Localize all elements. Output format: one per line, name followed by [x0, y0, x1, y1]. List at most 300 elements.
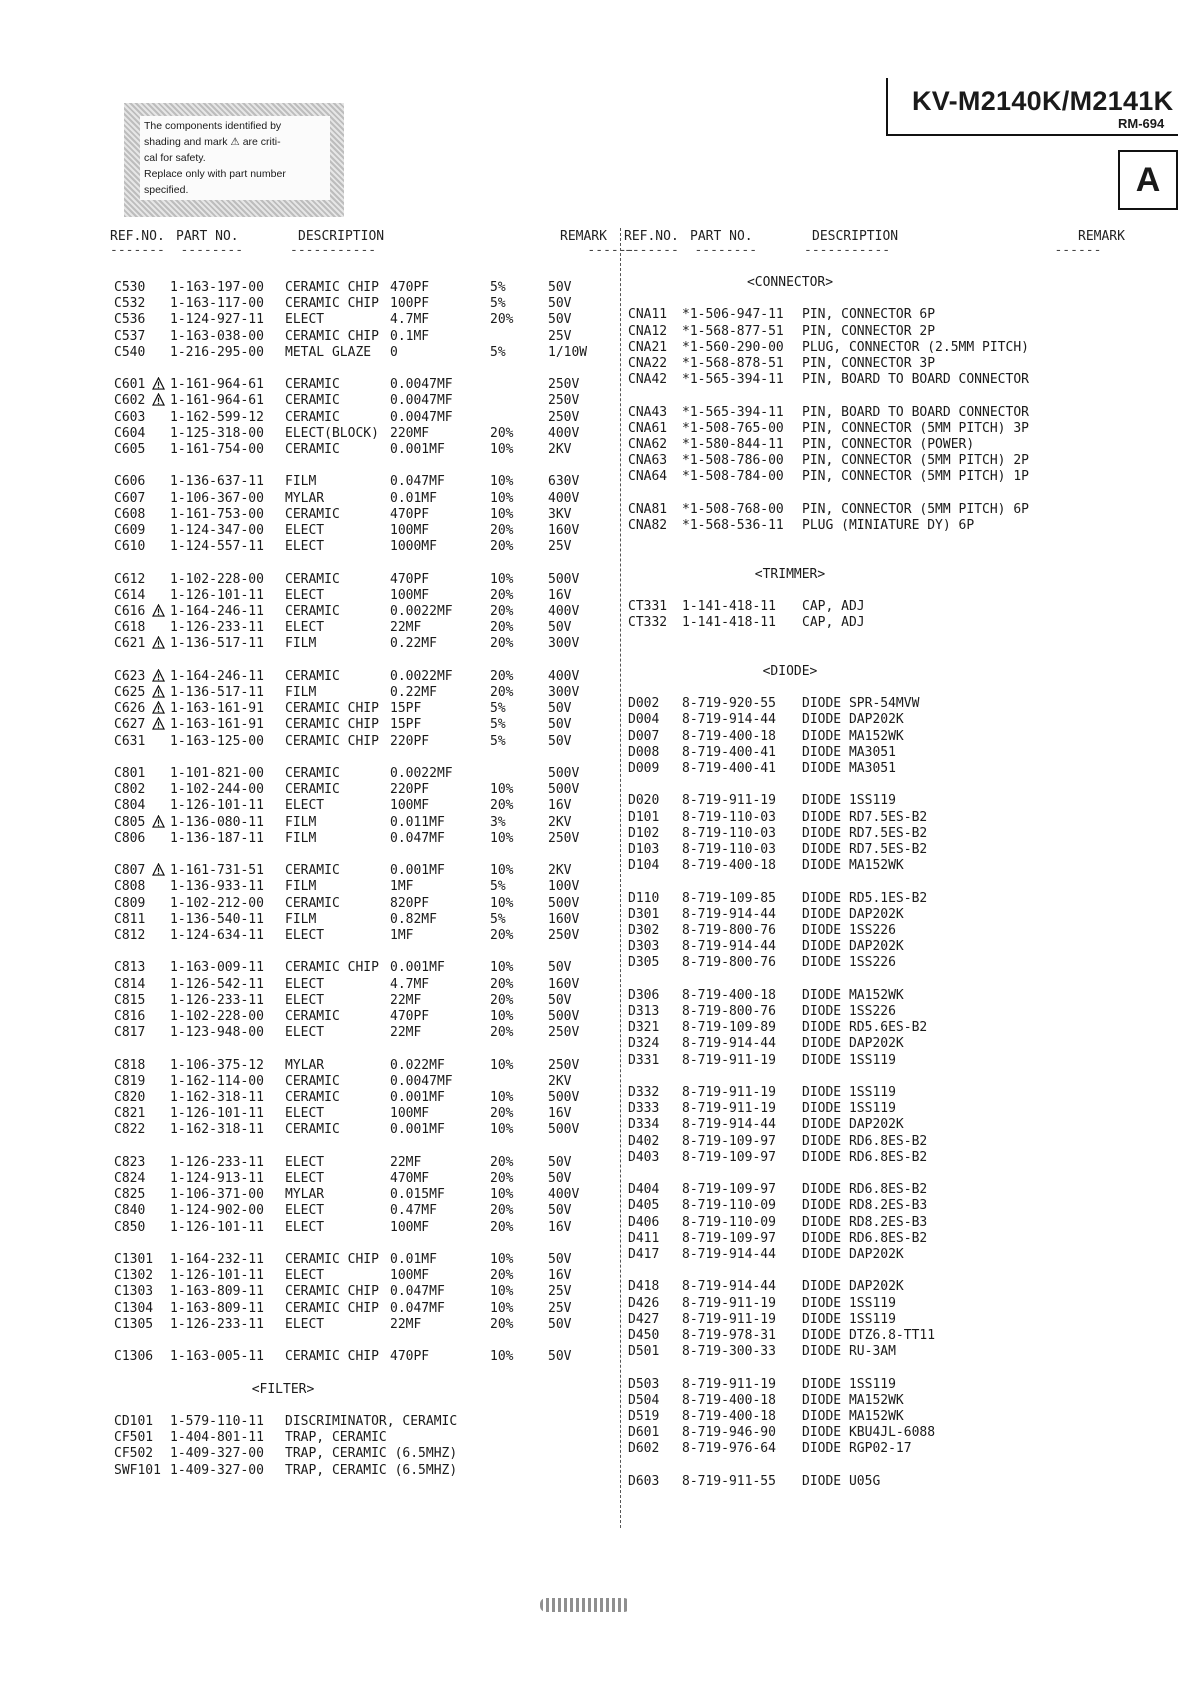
part-row — [0, 1085, 1191, 1101]
cell-ref: C808 — [114, 879, 146, 895]
cell-part: 1-163-038-00 — [170, 328, 264, 344]
cell-value: 470PF — [390, 280, 430, 295]
cell-tol: 20% — [490, 425, 514, 441]
cell-desc: PIN, CONNECTOR (5MM PITCH) 1P — [802, 469, 1029, 485]
cell-ref: D333 — [628, 1101, 660, 1117]
cell-desc: DIODE 1SS226 — [802, 1004, 896, 1019]
cell-part: 1-125-318-00 — [170, 425, 264, 441]
safety-notice-line: cal for safety. — [144, 152, 206, 164]
cell-desc: DIODE 1SS119 — [802, 1052, 896, 1068]
cell-ref: D601 — [628, 1425, 660, 1441]
right-header-description: DESCRIPTION — [812, 229, 899, 244]
cell-ref: C604 — [114, 425, 146, 441]
part-row — [0, 988, 1191, 1004]
cell-ref: C811 — [114, 911, 146, 927]
part-row — [0, 891, 1191, 907]
cell-ref: D306 — [628, 987, 660, 1003]
cell-value: 22MF — [390, 620, 422, 636]
cell-tol: 5% — [490, 717, 506, 733]
part-row — [0, 793, 1191, 809]
cell-desc: PLUG (MINIATURE DY) 6P — [802, 518, 975, 533]
cell-volt: 160V — [548, 911, 580, 927]
cell-desc: ELECT — [285, 620, 325, 636]
cell-ref: C822 — [114, 1122, 146, 1138]
cell-part: 8-719-911-19 — [682, 1101, 776, 1117]
cell-part: 8-719-109-97 — [682, 1230, 776, 1246]
cell-desc: PIN, CONNECTOR 3P — [802, 356, 936, 371]
cell-part: 1-106-375-12 — [170, 1057, 264, 1073]
cell-part: 1-126-542-11 — [170, 976, 264, 992]
cell-desc: FILM — [285, 830, 317, 846]
cell-desc: CERAMIC CHIP — [285, 1349, 379, 1365]
cell-desc: DIODE DAP202K — [802, 1036, 904, 1052]
cell-desc: DIODE RD5.6ES-B2 — [802, 1020, 928, 1036]
cell-desc: DIODE DTZ6.8-TT11 — [802, 1328, 936, 1343]
cell-desc: CERAMIC — [285, 1090, 340, 1105]
part-row — [0, 1134, 1191, 1150]
part-row — [0, 810, 1191, 826]
cell-value: 0.0047MF — [390, 393, 453, 409]
cell-value: 0.01MF — [390, 1252, 437, 1267]
cell-tol: 20% — [490, 685, 514, 700]
cell-desc: ELECT — [285, 928, 325, 943]
cell-desc: DIODE 1SS119 — [802, 1101, 896, 1117]
cell-tol: 10% — [490, 474, 514, 490]
cell-volt: 1/10W — [548, 344, 588, 360]
cell-part: 8-719-914-44 — [682, 1117, 776, 1133]
cell-part: 1-161-731-51 — [170, 863, 264, 879]
cell-desc: FILM — [285, 636, 317, 652]
cell-part: 1-141-418-11 — [682, 599, 776, 614]
right-header-ref: REF.NO. — [624, 229, 679, 244]
cell-tol: 20% — [490, 1171, 514, 1186]
cell-part: 1-163-117-00 — [170, 296, 264, 312]
cell-tol: 5% — [490, 733, 506, 749]
cell-ref: CT332 — [628, 615, 668, 631]
cell-part: 1-163-809-11 — [170, 1300, 264, 1316]
cell-desc: DIODE RD8.2ES-B3 — [802, 1214, 928, 1230]
cell-part: 8-719-914-44 — [682, 712, 776, 728]
cell-value: 0.22MF — [390, 685, 437, 700]
cell-volt: 16V — [548, 1268, 572, 1284]
cell-volt: 16V — [548, 587, 572, 603]
cell-ref: C605 — [114, 442, 146, 457]
cell-value: 100MF — [390, 523, 430, 538]
cell-part: 1-126-233-11 — [170, 992, 264, 1008]
cell-volt: 50V — [548, 733, 572, 749]
cell-tol: 3% — [490, 814, 506, 830]
cell-value: 0.001MF — [390, 960, 445, 976]
cell-part: *1-568-536-11 — [682, 518, 784, 533]
cell-ref: C532 — [114, 296, 146, 312]
part-row — [0, 372, 1191, 388]
cell-part: 8-719-911-19 — [682, 1376, 776, 1392]
cell-part: 8-719-109-97 — [682, 1149, 776, 1165]
cell-desc: DIODE MA152WK — [802, 987, 904, 1003]
part-row — [0, 923, 1191, 939]
cell-value: 0.0022MF — [390, 668, 453, 684]
cell-tol: 20% — [490, 798, 514, 814]
cell-tol: 10% — [490, 782, 514, 798]
cell-volt: 16V — [548, 798, 572, 814]
cell-value: 0.047MF — [390, 474, 445, 490]
cell-desc: ELECT — [285, 1316, 325, 1332]
cell-desc: DIODE 1SS119 — [802, 1311, 896, 1327]
cell-volt: 400V — [548, 668, 580, 684]
cell-ref: C1306 — [114, 1349, 154, 1365]
cell-part: *1-560-290-00 — [682, 339, 784, 355]
cell-tol: 10% — [490, 830, 514, 846]
part-row — [0, 1198, 1191, 1214]
cell-part: 8-719-914-44 — [682, 906, 776, 922]
safety-warning-icon — [152, 636, 165, 649]
cell-part: 1-124-557-11 — [170, 539, 264, 555]
cell-desc: CERAMIC — [285, 782, 340, 798]
cell-part: 8-719-911-55 — [682, 1473, 776, 1489]
cell-value: 1MF — [390, 928, 414, 943]
cell-volt: 400V — [548, 604, 580, 619]
cell-ref: D324 — [628, 1036, 660, 1052]
cell-tol: 20% — [490, 539, 514, 555]
section-heading — [0, 664, 1191, 680]
cell-ref: D501 — [628, 1344, 660, 1360]
cell-value: 4.7MF — [390, 976, 430, 992]
cell-part: 8-719-400-18 — [682, 1392, 776, 1408]
cell-tol: 5% — [490, 296, 506, 312]
section-title: <DIODE> — [762, 663, 818, 679]
cell-volt: 250V — [548, 409, 580, 425]
part-row — [0, 1441, 1191, 1457]
cell-part: 1-106-371-00 — [170, 1187, 264, 1203]
cell-value: 0.047MF — [390, 1300, 445, 1316]
cell-ref: D303 — [628, 939, 660, 955]
cell-ref: D418 — [628, 1279, 660, 1295]
cell-desc: CERAMIC — [285, 571, 340, 587]
cell-value: 0.0047MF — [390, 1073, 453, 1089]
cell-ref: D602 — [628, 1441, 660, 1457]
cell-desc: CERAMIC CHIP — [285, 960, 379, 976]
part-row — [0, 1393, 1191, 1409]
cell-tol: 20% — [490, 928, 514, 943]
cell-volt: 500V — [548, 1122, 580, 1138]
cell-part: 1-161-753-00 — [170, 506, 264, 522]
cell-part: 8-719-976-64 — [682, 1441, 776, 1457]
part-row — [0, 324, 1191, 340]
cell-part: 1-164-232-11 — [170, 1252, 264, 1267]
cell-desc: CERAMIC — [285, 377, 340, 393]
cell-value: 470PF — [390, 1009, 430, 1024]
cell-desc: DIODE DAP202K — [802, 1117, 904, 1133]
part-row — [0, 1117, 1191, 1133]
cell-tol: 20% — [490, 523, 514, 538]
cell-part: *1-568-878-51 — [682, 356, 784, 371]
cell-desc: CERAMIC CHIP — [285, 701, 379, 717]
cell-desc: CERAMIC — [285, 1009, 340, 1024]
cell-desc: DIODE MA152WK — [802, 1392, 904, 1408]
cell-tol: 5% — [490, 280, 506, 295]
cell-desc: CAP, ADJ — [802, 615, 865, 631]
cell-ref: D427 — [628, 1311, 660, 1327]
cell-part: 1-136-187-11 — [170, 830, 264, 846]
cell-part: 1-162-318-11 — [170, 1122, 264, 1138]
cell-ref: C1301 — [114, 1252, 154, 1267]
cell-desc: ELECT — [285, 1203, 325, 1219]
cell-part: 1-102-244-00 — [170, 782, 264, 798]
cell-desc: PLUG, CONNECTOR (2.5MM PITCH) — [802, 339, 1029, 355]
cell-tol: 20% — [490, 1316, 514, 1332]
cell-ref: C805 — [114, 814, 146, 830]
cell-ref: CNA21 — [628, 339, 668, 355]
cell-ref: C612 — [114, 571, 146, 587]
cell-part: 1-126-101-11 — [170, 1219, 264, 1235]
cell-tol: 10% — [490, 442, 514, 457]
cell-ref: D007 — [628, 728, 660, 744]
part-row — [0, 907, 1191, 923]
cell-tol: 20% — [490, 668, 514, 684]
cell-ref: D402 — [628, 1133, 660, 1149]
cell-volt: 50V — [548, 1316, 572, 1332]
part-row — [0, 1182, 1191, 1198]
cell-tol: 10% — [490, 1009, 514, 1024]
part-row — [0, 1312, 1191, 1328]
cell-tol: 20% — [490, 1268, 514, 1284]
cell-ref: C806 — [114, 830, 146, 846]
cell-desc: PIN, BOARD TO BOARD CONNECTOR — [802, 404, 1029, 420]
cell-ref: D321 — [628, 1020, 660, 1036]
cell-desc: FILM — [285, 879, 317, 895]
cell-tol: 10% — [490, 1122, 514, 1138]
part-row — [0, 518, 1191, 534]
part-row — [0, 1279, 1191, 1295]
cell-part: 1-106-367-00 — [170, 490, 264, 506]
cell-part: 1-163-125-00 — [170, 733, 264, 749]
cell-ref: C608 — [114, 506, 146, 522]
cell-ref: D301 — [628, 906, 660, 922]
cell-desc: ELECT — [285, 976, 325, 992]
cell-volt: 50V — [548, 701, 572, 717]
cell-ref: D313 — [628, 1004, 660, 1019]
cell-part: 1-163-197-00 — [170, 280, 264, 295]
cell-ref: D305 — [628, 955, 660, 971]
cell-part: 8-719-914-44 — [682, 939, 776, 955]
cell-part: 8-719-911-19 — [682, 1295, 776, 1311]
cell-part: 8-719-109-97 — [682, 1133, 776, 1149]
cell-desc: DIODE KBU4JL-6088 — [802, 1425, 936, 1441]
cell-tol: 10% — [490, 1090, 514, 1105]
cell-part: 8-719-110-03 — [682, 825, 776, 841]
cell-desc: DIODE MA152WK — [802, 858, 904, 874]
cell-desc: CERAMIC — [285, 863, 340, 879]
cell-ref: D519 — [628, 1409, 660, 1424]
part-row — [0, 1247, 1191, 1263]
cell-ref: D103 — [628, 842, 660, 857]
cell-part: 1-162-318-11 — [170, 1090, 264, 1105]
cell-part: 1-126-101-11 — [170, 587, 264, 603]
cell-volt: 50V — [548, 1349, 572, 1365]
cell-desc: FILM — [285, 814, 317, 830]
cell-value: 0.0022MF — [390, 766, 453, 781]
cell-desc: DIODE DAP202K — [802, 1247, 904, 1262]
cell-ref: D405 — [628, 1198, 660, 1214]
cell-value: 1MF — [390, 879, 414, 895]
cell-volt: 2KV — [548, 1073, 572, 1089]
cell-desc: ELECT — [285, 992, 325, 1008]
cell-ref: D009 — [628, 761, 660, 776]
cell-desc: CERAMIC CHIP — [285, 1300, 379, 1316]
cell-tol: 10% — [490, 895, 514, 911]
cell-desc: ELECT — [285, 587, 325, 603]
part-row — [0, 1101, 1191, 1117]
cell-desc: DIODE MA152WK — [802, 1409, 904, 1424]
cell-value: 22MF — [390, 1316, 422, 1332]
section-heading — [0, 567, 1191, 583]
cell-value: 1000MF — [390, 539, 437, 555]
cell-ref: C813 — [114, 960, 146, 976]
cell-volt: 50V — [548, 1154, 572, 1170]
cell-desc: ELECT — [285, 1219, 325, 1235]
cell-part: *1-565-394-11 — [682, 372, 784, 388]
cell-tol: 10% — [490, 863, 514, 879]
cell-part: 1-136-517-11 — [170, 636, 264, 652]
cell-ref: D332 — [628, 1085, 660, 1100]
model-subtitle: RM-694 — [1118, 116, 1165, 131]
cell-part: 8-719-400-41 — [682, 744, 776, 760]
model-title: KV-M2140K/M2141K — [912, 86, 1174, 116]
cell-volt: 50V — [548, 1252, 572, 1267]
cell-ref: CNA43 — [628, 404, 668, 420]
cell-desc: MYLAR — [285, 1057, 325, 1073]
cell-volt: 500V — [548, 895, 580, 911]
cell-value: 0.47MF — [390, 1203, 437, 1219]
cell-ref: D020 — [628, 793, 660, 809]
cell-desc: FILM — [285, 911, 317, 927]
left-header-description: DESCRIPTION — [298, 229, 385, 244]
part-row — [0, 955, 1191, 971]
cell-ref: C603 — [114, 409, 146, 425]
left-header-remark: REMARK — [560, 229, 607, 244]
cell-ref: C809 — [114, 895, 146, 911]
cell-volt: 500V — [548, 1009, 580, 1024]
cell-ref: C1304 — [114, 1300, 154, 1316]
cell-ref: C1303 — [114, 1284, 154, 1300]
part-row — [0, 1231, 1191, 1247]
cell-tol: 5% — [490, 911, 506, 927]
section-title: <FILTER> — [251, 1381, 315, 1397]
part-row — [0, 858, 1191, 874]
cell-ref: C1305 — [114, 1316, 154, 1332]
cell-value: 100MF — [390, 1106, 430, 1122]
part-row — [0, 539, 1191, 555]
part-row — [0, 636, 1191, 652]
cell-ref: C804 — [114, 798, 146, 814]
part-row — [0, 1296, 1191, 1312]
cell-desc: FILM — [285, 685, 317, 700]
cell-value: 0.22MF — [390, 636, 437, 652]
cell-desc: PIN, CONNECTOR (5MM PITCH) 6P — [802, 501, 1029, 517]
cell-desc: PIN, BOARD TO BOARD CONNECTOR — [802, 372, 1029, 388]
cell-ref: D334 — [628, 1117, 660, 1133]
cell-tol: 20% — [490, 976, 514, 992]
section-title: <TRIMMER> — [754, 566, 826, 582]
cell-tol: 10% — [490, 1300, 514, 1316]
part-row — [0, 745, 1191, 761]
part-row — [0, 1004, 1191, 1020]
cell-volt: 400V — [548, 1187, 580, 1203]
cell-value: 22MF — [390, 1154, 422, 1170]
cell-part: 8-719-920-55 — [682, 696, 776, 712]
cell-ref: CNA82 — [628, 518, 668, 533]
cell-desc: DIODE DAP202K — [802, 712, 904, 728]
cell-desc: CERAMIC CHIP — [285, 280, 379, 295]
right-header-remark: REMARK — [1078, 229, 1125, 244]
cell-desc: DIODE RU-3AM — [802, 1344, 896, 1360]
cell-value: 470PF — [390, 1349, 430, 1365]
cell-desc: FILM — [285, 474, 317, 490]
cell-ref: C627 — [114, 717, 146, 733]
cell-ref: C812 — [114, 928, 146, 943]
cell-tol: 20% — [490, 636, 514, 652]
cell-ref: C814 — [114, 976, 146, 992]
cell-part: 1-126-233-11 — [170, 620, 264, 636]
cell-ref: C840 — [114, 1203, 146, 1219]
cell-part: 8-719-109-85 — [682, 890, 776, 906]
cell-volt: 500V — [548, 782, 580, 798]
safety-notice-line: The components identified by — [144, 120, 282, 132]
cell-volt: 250V — [548, 377, 580, 393]
cell-ref: C601 — [114, 377, 146, 393]
cell-tol: 20% — [490, 587, 514, 603]
cell-value: 0.001MF — [390, 442, 445, 457]
cell-tol: 10% — [490, 571, 514, 587]
cell-desc: MYLAR — [285, 490, 325, 506]
part-row — [0, 761, 1191, 777]
cell-value: 0.047MF — [390, 1284, 445, 1300]
cell-volt: 50V — [548, 992, 572, 1008]
cell-ref: C824 — [114, 1171, 146, 1186]
part-row — [0, 307, 1191, 323]
cell-value: 0.01MF — [390, 490, 437, 506]
safety-notice-line: shading and mark ⚠ are criti- — [144, 136, 281, 148]
cell-part: 1-163-005-11 — [170, 1349, 264, 1365]
cell-part: 1-136-933-11 — [170, 879, 264, 895]
cell-tol: 10% — [490, 1349, 514, 1365]
cell-part: 1-404-801-11 — [170, 1430, 264, 1446]
cell-ref: C618 — [114, 620, 146, 636]
cell-tol: 5% — [490, 344, 506, 360]
cell-tol: 10% — [490, 1252, 514, 1267]
cell-ref: C818 — [114, 1057, 146, 1073]
cell-part: 1-101-821-00 — [170, 766, 264, 781]
cell-tol: 10% — [490, 506, 514, 522]
cell-desc: CAP, ADJ — [802, 599, 865, 614]
cell-ref: CNA81 — [628, 501, 668, 517]
cell-volt: 3KV — [548, 506, 572, 522]
cell-volt: 2KV — [548, 814, 572, 830]
cell-part: 1-136-540-11 — [170, 911, 264, 927]
cell-part: 1-163-161-91 — [170, 717, 264, 733]
cell-tol: 20% — [490, 992, 514, 1008]
cell-desc: CERAMIC — [285, 1122, 340, 1138]
part-row — [0, 1474, 1191, 1490]
cell-part: 1-102-228-00 — [170, 571, 264, 587]
part-row — [0, 340, 1191, 356]
cell-part: *1-565-394-11 — [682, 404, 784, 420]
part-row — [0, 826, 1191, 842]
right-header-underline: ------- -------- ----------- ------ — [624, 243, 1102, 258]
part-row — [0, 437, 1191, 453]
cell-part: 1-162-114-00 — [170, 1073, 264, 1089]
cell-tol: 10% — [490, 1057, 514, 1073]
